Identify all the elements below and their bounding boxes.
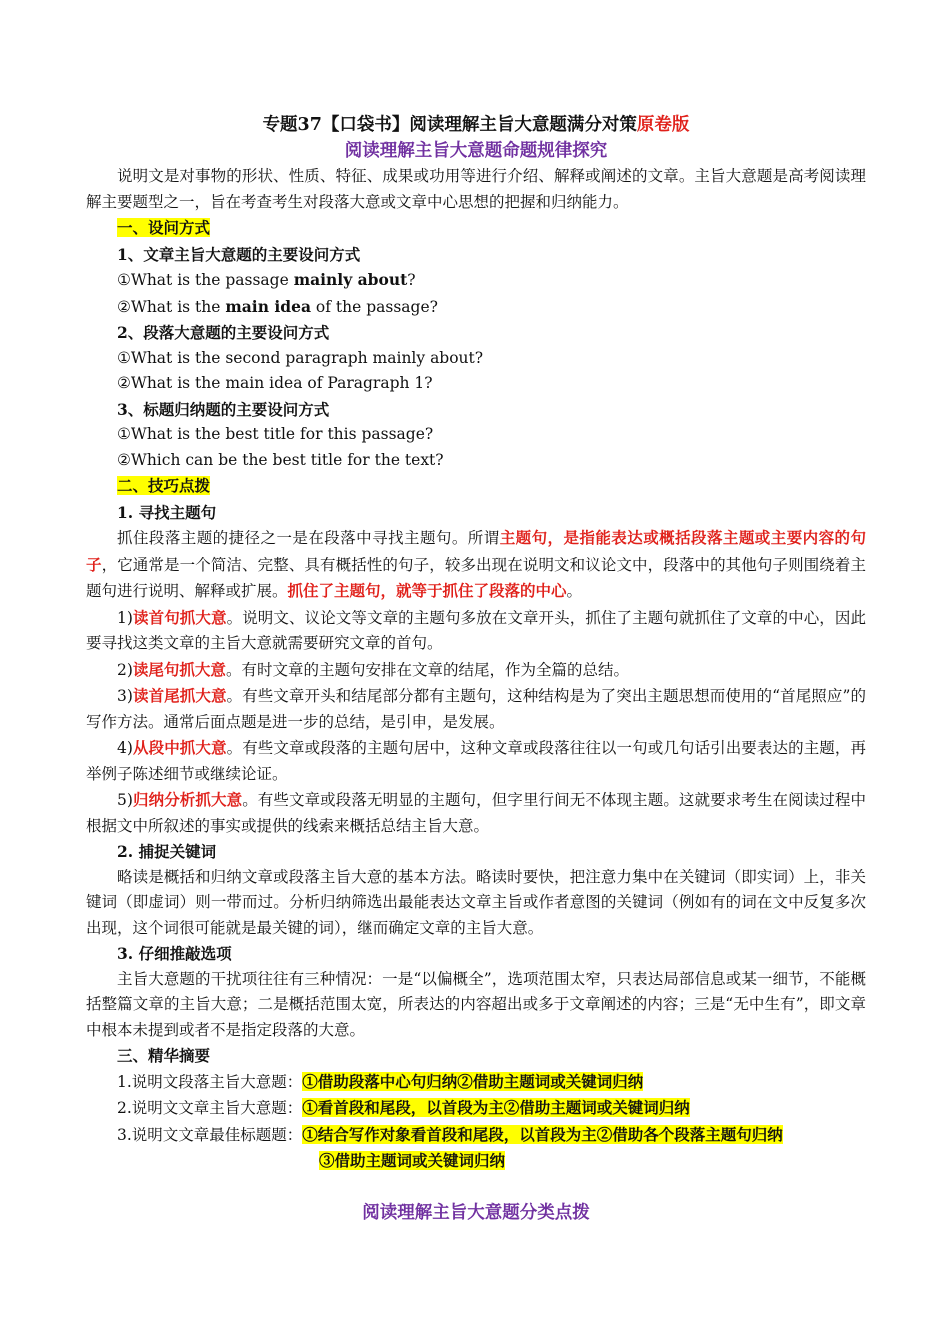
section1-sub1: 1、文章主旨大意题的主要设问方式 — [117, 244, 361, 264]
title-main: 专题37【口袋书】阅读理解主旨大意题满分对策 — [262, 115, 637, 135]
method-5: 5)归纳分析抓大意。有些文章或段落无明显的主题句，但字里行间无不体现主题。这就要求考生在阅读过程中根据文中所叙述的事实或提供的线索来概括总结主旨大意。 — [86, 790, 866, 835]
question-line: ①What is the passage mainly about? — [117, 270, 416, 289]
intro-paragraph: 说明文是对事物的形状、性质、特征、成果或功用等进行介绍、解释或阐述的文章。主旨大意题是高考阅读理解主要题型之一，旨在考查考生对段落大意或文章中心思想的把握和归纳能力。 — [86, 167, 866, 211]
method-2: 2)读尾句抓大意。有时文章的主题句安排在文章的结尾，作为全篇的总结。 — [117, 659, 629, 679]
section2-heading: 二、技巧点拨 — [117, 476, 211, 495]
question-line: ①What is the best title for this passage? — [117, 425, 434, 443]
method-1: 1)读首句抓大意。说明文、议论文等文章的主题句多放在文章开头，抓住了主题句就抓住了文章的中心，因此要寻找这类文章的主旨大意就需要研究文章的首句。 — [86, 607, 866, 652]
summary-row-3-cont: ③借助主题词或关键词归纳 — [319, 1151, 506, 1170]
summary-row-1: 1.说明文段落主旨大意题：①借助段落中心句归纳②借助主题词或关键词归纳 — [117, 1071, 644, 1091]
skill2-title: 2. 捕捉关键词 — [117, 842, 217, 861]
summary-row-3: 3.说明文文章最佳标题题：①结合写作对象看首段和尾段，以首段为主②借助各个段落主题句归纳 — [117, 1124, 783, 1144]
question-line: ②What is the main idea of Paragraph 1? — [117, 374, 433, 392]
question-line: ②Which can be the best title for the text? — [117, 450, 444, 469]
title-tag: 原卷版 — [636, 115, 690, 135]
question-line: ①What is the second paragraph mainly about? — [117, 348, 484, 367]
section3-heading: 三、精华摘要 — [117, 1046, 211, 1065]
skill3-title: 3. 仔细推敲选项 — [117, 944, 232, 963]
document-title — [86, 112, 866, 138]
method-4: 4)从段中抓大意。有些文章或段落的主题句居中，这种文章或段落往往以一句或几句话引出要表达的主题，再举例子陈述细节或继续论证。 — [86, 738, 866, 783]
skill2-paragraph: 略读是概括和归纳文章或段落主旨大意的基本方法。略读时要快，把注意力集中在关键词（即实词）上，非关键词（即虚词）则一带而过。分析归纳筛选出最能表达文章主旨或作者意图的关键词（例如有的词在文中反复多次出现，这个词很可能就是最关键的词），继而确定文章的主旨大意。 — [86, 867, 866, 937]
question-line: ②What is the main idea of the passage? — [117, 296, 438, 316]
skill3-paragraph: 主旨大意题的干扰项往往有三种情况：一是“以偏概全”，选项范围太窄，只表达局部信息或某一细节，不能概括整篇文章的主旨大意；二是概括范围太宽，所表达的内容超出或多于文章阐述的内容；三是“无中生有”，即文章中根本未提到或者不是指定段落的大意。 — [86, 969, 866, 1039]
section1-heading: 一、设问方式 — [117, 218, 211, 237]
skill1-paragraph: 抓住段落主题的捷径之一是在段落中寻找主题句。所谓主题句，是指能表达或概括段落主题或主要内容的句子，它通常是一个简洁、完整、具有概括性的句子，较多出现在说明文和议论文中，段落中的其他句子则围绕着主题句进行说明、解释或扩展。抓住了主题句，就等于抓住了段落的中心。 — [86, 528, 866, 600]
document-subtitle: 阅读理解主旨大意题命题规律探究 — [344, 141, 608, 161]
skill1-title: 1. 寻找主题句 — [117, 502, 217, 522]
document-page — [86, 112, 866, 1226]
section1-sub3: 3、标题归纳题的主要设问方式 — [117, 399, 330, 419]
section-title-classification: 阅读理解主旨大意题分类点拨 — [362, 1202, 590, 1223]
section1-sub2: 2、段落大意题的主要设问方式 — [117, 323, 330, 342]
summary-row-2: 2.说明文文章主旨大意题：①看首段和尾段，以首段为主②借助主题词或关键词归纳 — [117, 1098, 690, 1117]
method-3: 3)读首尾抓大意。有些文章开头和结尾部分都有主题句，这种结构是为了突出主题思想而使用的“首尾照应”的写作方法。通常后面点题是进一步的总结，是引申，是发展。 — [86, 686, 866, 731]
